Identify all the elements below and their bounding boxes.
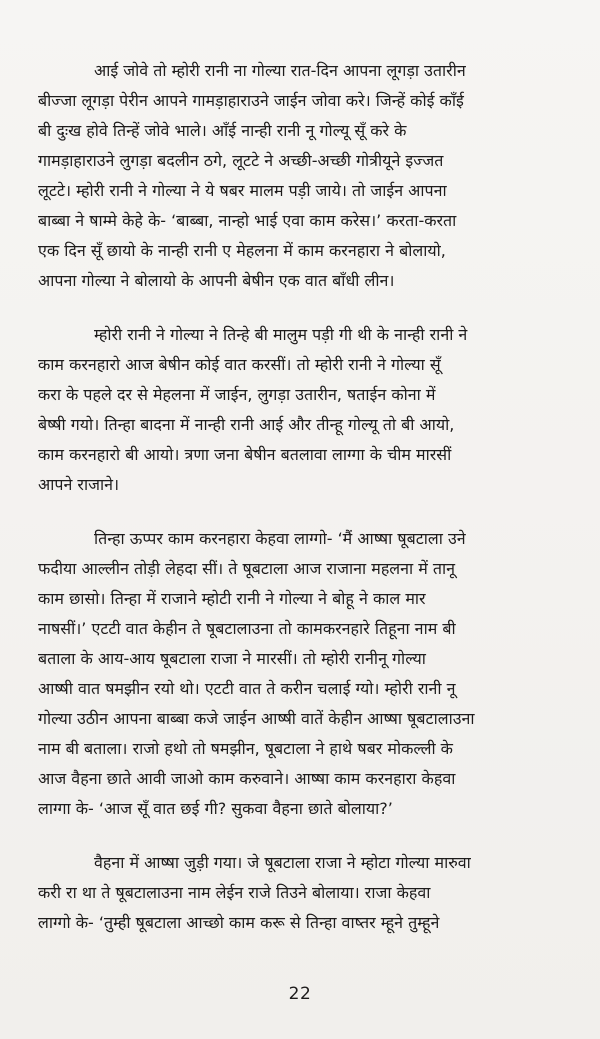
text-line: आज वैहना छाते आवी जाओ काम करुवाने। आष्षा काम करनहारा केहवा xyxy=(38,769,456,788)
text-line: गामड़ाहाराउने लुगड़ा बदलीन ठगे, लूटटे ने अच्छी-अच्छी गोत्रीयूने इज्जत xyxy=(38,151,444,170)
text-line: फदीया आल्लीन तोड़ी लेहदा सीं। ते षूबटाला आज राजाना महलना में तानू xyxy=(38,559,456,578)
text-line: काम करनहारो आज बेषीन कोई वात करसीं। तो म्होरी रानी ने गोल्या सूँ xyxy=(38,355,441,374)
text-line: वैहना में आष्षा जुड़ी गया। जे षूबटाला राजा ने म्होटा गोल्या मारुवा xyxy=(94,853,471,872)
text-line: बेष्षी गयो। तिन्हा बादना में नान्ही रानी आई और तीन्हू गोल्यू तो बी आयो, xyxy=(38,415,455,434)
text-line: आष्षी वात षमझीन रयो थो। एटटी वात ते करीन चलाई ग्यो। म्होरी रानी नू xyxy=(38,679,456,698)
text-line: लाग्गो के- ‘तुम्ही षूबटाला आच्छो काम करू से तिन्हा वाष्तर म्हूने तुम्हूने xyxy=(38,913,440,932)
text-line: लाग्गा के- ‘आज सूँ वात छई गी? सुकवा वैहना छाते बोलाया?’ xyxy=(38,799,393,818)
text-line: काम छासो। तिन्हा में राजाने म्होटी रानी ने गोल्या ने बोहू ने काल मार xyxy=(38,589,426,608)
page-number: 22 xyxy=(288,984,312,1004)
text-line: गोल्या उठीन आपना बाब्बा कजे जाईन आष्षी वातें केहीन आष्षा षूबटालाउना xyxy=(38,709,475,728)
text-line: बताला के आय-आय षूबटाला राजा ने मारसीं। तो म्होरी रानीनू गोल्या xyxy=(38,649,426,668)
text-line: करी रा था ते षूबटालाउना नाम लेईन राजे तिउने बोलाया। राजा केहवा xyxy=(38,883,431,902)
text-line: बाब्बा ने षाम्मे केहे के- ‘बाब्बा, नान्हो भाई एवा काम करेस।’ करता-करता xyxy=(38,211,457,230)
paragraph-2 xyxy=(38,320,564,500)
paragraph-1 xyxy=(38,56,564,296)
text-line: करा के पहले दर से मेहलना में जाईन, लुगड़ा उतारीन, षताईन कोना में xyxy=(38,385,436,404)
text-line: बीज्जा लूगड़ा पेरीन आपने गामड़ाहाराउने जाईन जोवा करे। जिन्हें कोई काँई xyxy=(38,91,464,110)
text-line: आई जोवे तो म्होरी रानी ना गोल्या रात-दिन आपना लूगड़ा उतारीन xyxy=(94,61,466,80)
text-line: एक दिन सूँ छायो के नान्ही रानी ए मेहलना में काम करनहारा ने बोलायो, xyxy=(38,241,446,260)
text-line: नाषसीं।’ एटटी वात केहीन ते षूबटालाउना तो कामकरनहारे तिहूना नाम बी xyxy=(38,619,456,638)
text-line: म्होरी रानी ने गोल्या ने तिन्हे बी मालुम पड़ी गी थी के नान्ही रानी ने xyxy=(94,325,468,344)
paragraph-3 xyxy=(38,524,564,824)
text-line: नाम बी बताला। राजो हथो तो षमझीन, षूबटाला ने हाथे षबर मोकल्ली के xyxy=(38,739,453,758)
text-line: लूटटे। म्होरी रानी ने गोल्या ने ये षबर मालम पड़ी जाये। तो जाईन आपना xyxy=(38,181,447,200)
text-line: तिन्हा ऊप्पर काम करनहारा केहवा लाग्गो- ‘मैं आष्षा षूबटाला उने xyxy=(94,529,466,548)
text-line: आपना गोल्या ने बोलायो के आपनी बेषीन एक वात बाँधी लीन। xyxy=(38,271,395,290)
paragraph-4 xyxy=(38,848,564,938)
text-line: बी दुःख होवे तिन्हें जोवे भाले। आँई नान्ही रानी नू गोल्यू सूँ करे के xyxy=(38,121,407,140)
text-line: आपने राजाने। xyxy=(38,475,120,494)
text-line: काम करनहारो बी आयो। त्रणा जना बेषीन बतलावा लाग्गा के चीम मारसीं xyxy=(38,445,452,464)
